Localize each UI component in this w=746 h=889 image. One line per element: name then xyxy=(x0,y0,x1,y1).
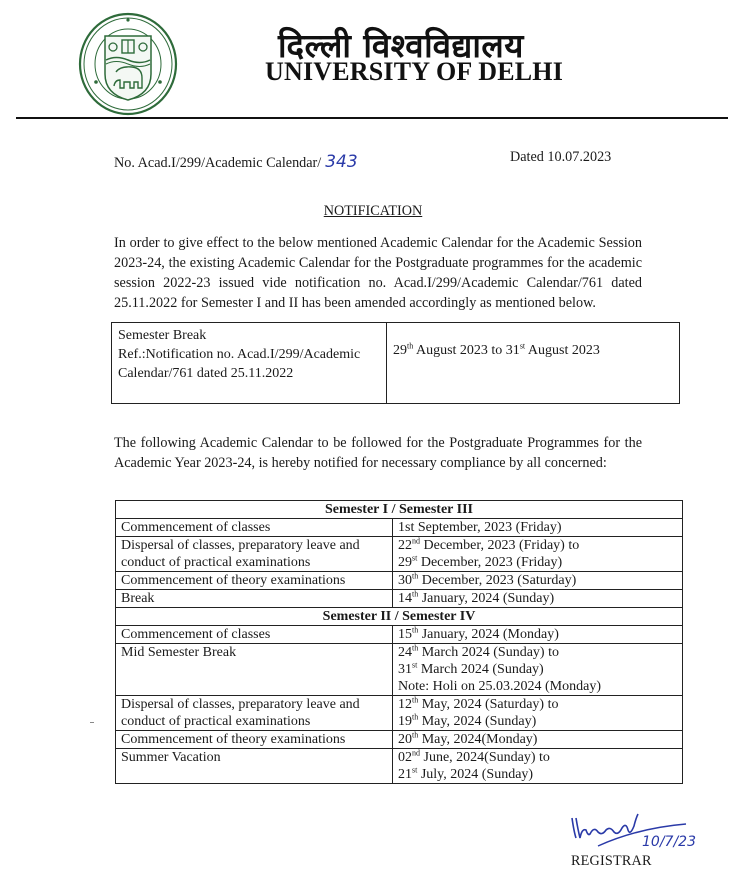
table-row xyxy=(112,323,680,404)
ordinal-suffix: st xyxy=(412,660,418,670)
event-label: Mid Semester Break xyxy=(121,645,237,660)
ordinal-suffix: st xyxy=(412,765,418,775)
semester-header-row xyxy=(116,608,683,626)
semester-header: Semester I / Semester III xyxy=(116,501,683,519)
date-text: December, 2023 (Saturday) xyxy=(418,573,577,588)
university-seal-logo xyxy=(78,12,178,116)
registrar-designation: REGISTRAR xyxy=(571,853,652,869)
date-line xyxy=(398,644,677,661)
date-line xyxy=(398,572,677,589)
date-text: March 2024 (Sunday) xyxy=(417,662,544,677)
event-label: Commencement of theory examinations xyxy=(121,573,346,588)
date-day: 29 xyxy=(393,343,407,358)
date-line xyxy=(398,519,677,536)
amendment-line: Ref.:Notification no. Acad.I/299/Academic xyxy=(118,347,361,362)
date-line xyxy=(398,554,677,571)
date-text: 15 xyxy=(398,627,412,642)
ordinal-suffix: th xyxy=(412,695,419,705)
date-text: May, 2024 (Saturday) to xyxy=(418,697,559,712)
event-cell xyxy=(116,644,393,696)
reference-number-prefix: No. Acad.I/299/Academic Calendar/ xyxy=(114,155,322,171)
event-label: Commencement of classes xyxy=(121,627,271,642)
date-cell xyxy=(393,537,683,572)
event-cell xyxy=(116,731,393,749)
date-text: December, 2023 (Friday) xyxy=(417,555,563,570)
date-line xyxy=(398,537,677,554)
date-cell xyxy=(393,749,683,784)
amendment-line: Semester Break xyxy=(118,328,207,343)
date-line xyxy=(398,590,677,607)
header-divider xyxy=(16,117,728,119)
event-label: Commencement of classes xyxy=(121,520,271,535)
date-cell xyxy=(393,696,683,731)
date-text: January, 2024 (Monday) xyxy=(418,627,559,642)
event-label: Dispersal of classes, preparatory leave and xyxy=(121,538,360,553)
date-text: 20 xyxy=(398,732,412,747)
date-text: 31 xyxy=(398,662,412,677)
notification-title: NOTIFICATION xyxy=(323,203,423,219)
table-row xyxy=(116,626,683,644)
table-row xyxy=(116,590,683,608)
table-row xyxy=(116,519,683,537)
reference-number-handwritten: 343 xyxy=(325,152,358,172)
event-label: conduct of practical examinations xyxy=(121,555,311,570)
table-row xyxy=(116,731,683,749)
date-cell xyxy=(393,572,683,590)
date-text: December, 2023 (Friday) to xyxy=(420,538,580,553)
date-text: 14 xyxy=(398,591,412,606)
date-text: 21 xyxy=(398,767,412,782)
date-text: 24 xyxy=(398,645,412,660)
ordinal-suffix: th xyxy=(412,571,419,581)
notification-date: Dated 10.07.2023 xyxy=(510,149,612,165)
date-text: Note: Holi on 25.03.2024 (Monday) xyxy=(398,679,601,694)
event-cell xyxy=(116,626,393,644)
event-cell xyxy=(116,749,393,784)
date-text: May, 2024(Monday) xyxy=(418,732,538,747)
date-cell xyxy=(393,590,683,608)
date-line xyxy=(398,661,677,678)
date-cell xyxy=(393,644,683,696)
date-line xyxy=(398,626,677,643)
table-row xyxy=(116,537,683,572)
date-text: May, 2024 (Sunday) xyxy=(418,714,537,729)
date-text: 30 xyxy=(398,573,412,588)
ordinal-suffix: st xyxy=(519,341,526,351)
date-cell xyxy=(393,626,683,644)
event-cell xyxy=(116,537,393,572)
ordinal-suffix: th xyxy=(412,643,419,653)
registrar-signature xyxy=(568,808,698,853)
date-line xyxy=(398,749,677,766)
event-label: Dispersal of classes, preparatory leave and xyxy=(121,697,360,712)
date-text: 19 xyxy=(398,714,412,729)
date-text: August 2023 to 31 xyxy=(413,343,520,358)
amendment-dates xyxy=(387,323,680,404)
semester-header-row xyxy=(116,501,683,519)
ordinal-suffix: th xyxy=(407,341,414,351)
intro-paragraph: In order to give effect to the below mentioned Academic Calendar for the Academic Session 2023-24, the existing Academic Calendar for the Postgraduate programmes for the academic session 2022-23 issued vide notification no. Acad.I/299/Academic Calendar/761 dated 25.11.2022 for Semester I and II has been amended accordingly as mentioned below. xyxy=(114,235,642,311)
date-text: March 2024 (Sunday) to xyxy=(418,645,559,660)
amendment-description xyxy=(112,323,387,404)
reference-number xyxy=(114,152,358,172)
amendment-line: Calendar/761 dated 25.11.2022 xyxy=(118,366,294,381)
date-text: August 2023 xyxy=(525,343,600,358)
event-label: Summer Vacation xyxy=(121,750,221,765)
table-row xyxy=(116,749,683,784)
date-text: 29 xyxy=(398,555,412,570)
date-line xyxy=(398,678,677,695)
date-cell xyxy=(393,519,683,537)
date-text: 22 xyxy=(398,538,412,553)
ordinal-suffix: nd xyxy=(412,536,420,546)
university-title-hindi: दिल्ली विश्वविद्यालय xyxy=(278,26,524,65)
date-text: July, 2024 (Sunday) xyxy=(417,767,534,782)
date-line xyxy=(398,731,677,748)
event-cell xyxy=(116,590,393,608)
date-text: 1st September, 2023 (Friday) xyxy=(398,520,562,535)
university-title-english: UNIVERSITY OF DELHI xyxy=(265,57,564,86)
event-label: Commencement of theory examinations xyxy=(121,732,346,747)
date-line xyxy=(398,766,677,783)
event-cell xyxy=(116,519,393,537)
table-row xyxy=(116,644,683,696)
academic-calendar-table xyxy=(115,500,683,784)
date-cell xyxy=(393,731,683,749)
ordinal-suffix: th xyxy=(412,625,419,635)
ordinal-suffix: nd xyxy=(412,748,420,758)
event-label: Break xyxy=(121,591,155,606)
date-text: 12 xyxy=(398,697,412,712)
table-row xyxy=(116,572,683,590)
table-row xyxy=(116,696,683,731)
event-label: conduct of practical examinations xyxy=(121,714,311,729)
ordinal-suffix: st xyxy=(412,553,418,563)
ordinal-suffix: th xyxy=(412,589,419,599)
date-text: January, 2024 (Sunday) xyxy=(418,591,555,606)
semester-header: Semester II / Semester IV xyxy=(116,608,683,626)
event-cell xyxy=(116,572,393,590)
ordinal-suffix: th xyxy=(412,730,419,740)
calendar-intro-paragraph: The following Academic Calendar to be followed for the Postgraduate Programmes for the Academic Year 2023-24, is hereby notified for necessary compliance by all concerned: xyxy=(114,435,642,471)
event-cell xyxy=(116,696,393,731)
date-text: June, 2024(Sunday) to xyxy=(420,750,550,765)
date-line xyxy=(398,713,677,730)
margin-mark xyxy=(90,722,94,723)
signature-date: 10/7/23 xyxy=(642,834,696,850)
amendment-table xyxy=(111,322,680,404)
date-line xyxy=(398,696,677,713)
date-text: 02 xyxy=(398,750,412,765)
ordinal-suffix: th xyxy=(412,712,419,722)
